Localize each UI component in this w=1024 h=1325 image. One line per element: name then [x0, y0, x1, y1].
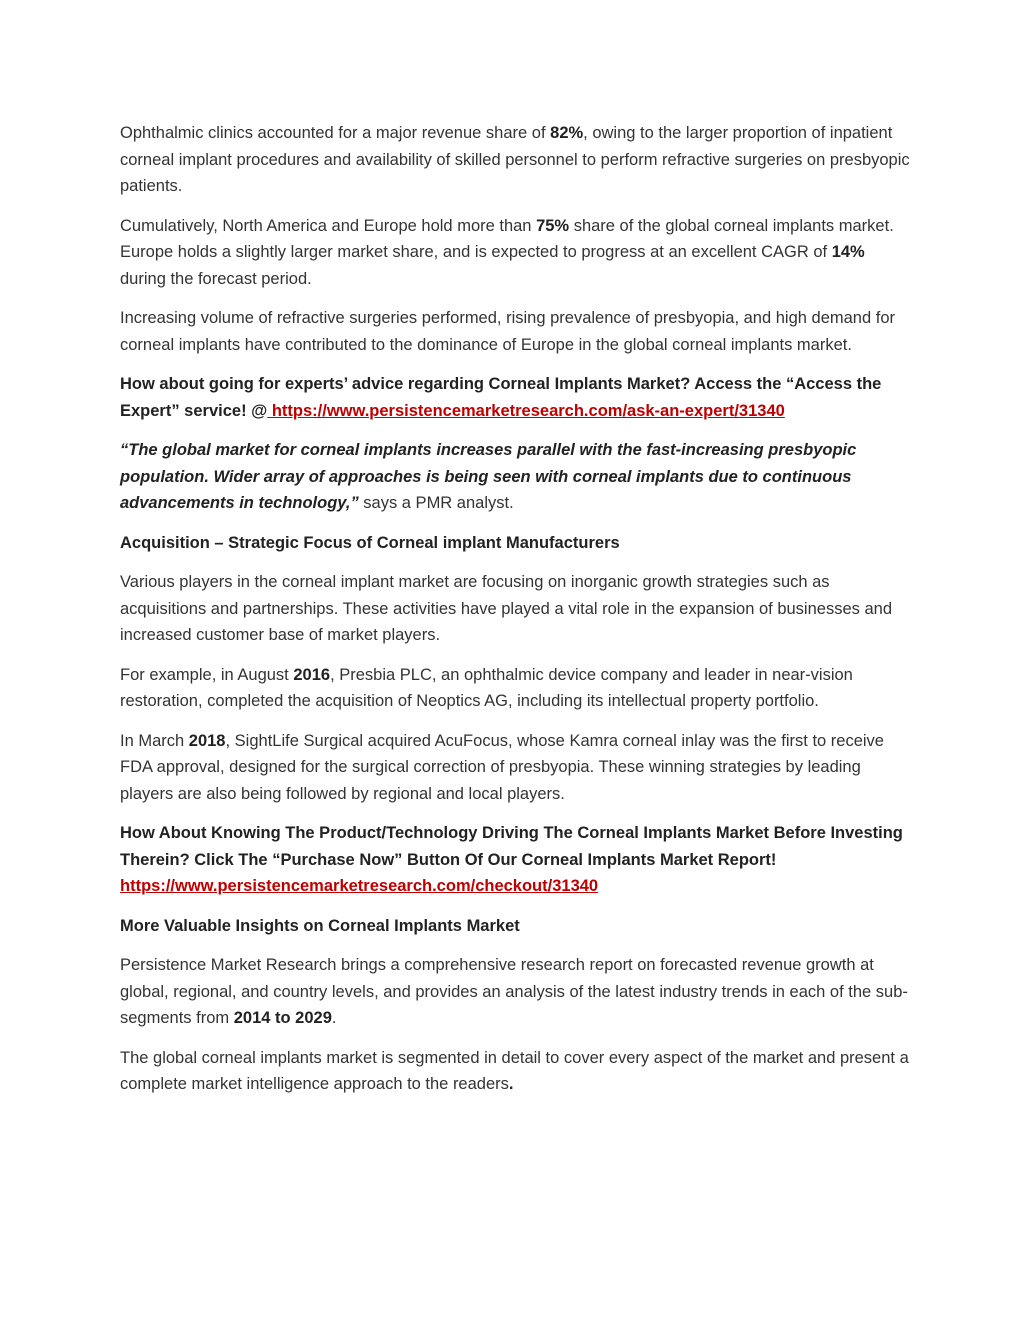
paragraph-regional-share: Cumulatively, North America and Europe hold more than 75% share of the global corneal implants market. Europe holds a slightly larger market share, and is expected to progress at an excellent CAGR of 14% during the forecast period. [120, 216, 894, 288]
paragraph-inorganic-growth: Various players in the corneal implant market are focusing on inorganic growth strategies such as acquisitions and partnerships. These activities have played a vital role in the expansion of businesses and increased customer base of market players. [120, 573, 892, 644]
paragraph-pmr-report: Persistence Market Research brings a comprehensive research report on forecasted revenue growth at global, regional, and country levels, and provides an analysis of the latest industry trends in each of the sub-segments from 2014 to 2029. [120, 956, 908, 1027]
year-2016: 2016 [293, 665, 331, 684]
paragraph-clinics-share: Ophthalmic clinics accounted for a major revenue share of 82%, owing to the larger proportion of inpatient corneal implant procedures and availability of skilled personnel to perform refractive surgeries on presbyopic patients. [120, 124, 910, 195]
document-page [120, 120, 910, 1111]
paragraph-europe-dominance: Increasing volume of refractive surgeries performed, rising prevalence of presbyopia, and high demand for corneal implants have contributed to the dominance of Europe in the global corneal implants market. [120, 309, 895, 354]
paragraph-presbia-example: For example, in August 2016, Presbia PLC, an ophthalmic device company and leader in near-vision restoration, completed the acquisition of Neoptics AG, including its intellectual property portfolio. [120, 665, 853, 710]
paragraph-sightlife-example: In March 2018, SightLife Surgical acquired AcuFocus, whose Kamra corneal inlay was the first to receive FDA approval, designed for the surgical correction of presbyopia. These winning strategies by leading players are also being followed by regional and local players. [120, 731, 884, 803]
paragraph-segmentation: The global corneal implants market is segmented in detail to cover every aspect of the market and present a complete market intelligence approach to the readers. [120, 1048, 909, 1093]
paragraph-analyst-quote: “The global market for corneal implants increases parallel with the fast-increasing presbyopic population. Wider array of approaches is being seen with corneal implants due to continuous advancements in technology,” says a PMR analyst. [120, 441, 857, 512]
ask-an-expert-link[interactable]: https://www.persistencemarketresearch.com/ask-an-expert/31340 [267, 401, 785, 420]
stat-75-percent: 75% [536, 216, 570, 235]
year-2018: 2018 [188, 731, 226, 750]
analyst-quote: “The global market for corneal implants increases parallel with the fast-increasing presbyopic population. Wider array of approaches is being seen with corneal implants due to continuous advancements in technology,” [120, 441, 857, 512]
checkout-link[interactable]: https://www.persistencemarketresearch.com/checkout/31340 [120, 877, 599, 895]
stat-cagr-14-percent: 14% [831, 243, 865, 261]
period-2014-2029: 2014 to 2029 [233, 1009, 332, 1027]
stat-82-percent: 82% [550, 124, 584, 142]
section-heading-acquisition: Acquisition – Strategic Focus of Corneal implant Manufacturers [120, 533, 620, 552]
paragraph-purchase-cta: How About Knowing The Product/Technology Driving The Corneal Implants Market Before Investing Therein? Click The “Purchase Now” Button Of Our Corneal Implants Market Report! https://www.persistencemarketresearch.com/checkout/31340 [120, 824, 903, 895]
section-heading-insights: More Valuable Insights on Corneal Implants Market [120, 916, 520, 935]
paragraph-ask-expert-cta: How about going for experts’ advice regarding Corneal Implants Market? Access the “Access the Expert” service! @ https://www.persistencemarketresearch.com/ask-an-expert/31340 [120, 375, 882, 420]
